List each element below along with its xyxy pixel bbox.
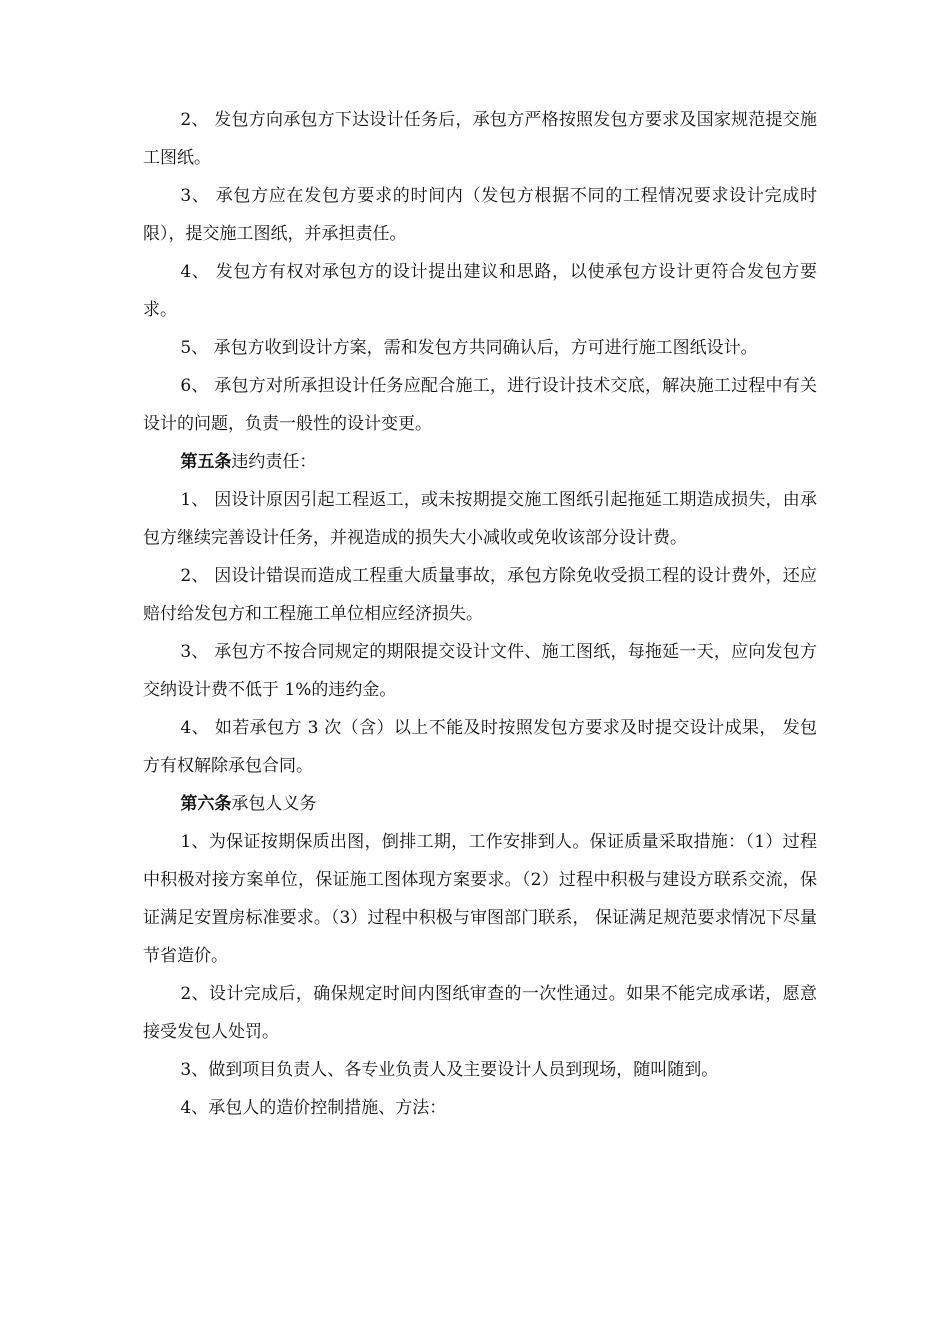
article-6-heading [143,785,817,823]
article-5-heading [143,443,817,481]
liability-item-4: 4、 如若承包方 3 次（含）以上不能及时按照发包方要求及时提交设计成果， 发包方有权解除承包合同。 [143,718,817,776]
liability-item-3: 3、 承包方不按合同规定的期限提交设计文件、施工图纸，每拖延一天，应向发包方交纳设计费不低于 1%的违约金。 [143,642,817,700]
article-5-title: 违约责任： [231,452,317,472]
liability-item-1: 1、 因设计原因引起工程返工，或未按期提交施工图纸引起拖延工期造成损失，由承包方继续完善设计任务，并视造成的损失大小减收或免收该部分设计费。 [143,490,817,548]
clause-5-paragraph: 5、 承包方收到设计方案，需和发包方共同确认后，方可进行施工图纸设计。 [180,338,758,358]
article-5-number: 第五条 [180,452,232,472]
clause-3-paragraph: 3、 承包方应在发包方要求的时间内（发包方根据不同的工程情况要求设计完成时限），提交施工图纸，并承担责任。 [143,186,817,244]
obligation-item-2: 2、设计完成后，确保规定时间内图纸审查的一次性通过。如果不能完成承诺，愿意接受发包人处罚。 [143,984,817,1042]
article-6-title: 承包人义务 [231,794,317,814]
document-page [143,101,817,1127]
liability-item-2: 2、 因设计错误而造成工程重大质量事故，承包方除免收受损工程的设计费外，还应赔付给发包方和工程施工单位相应经济损失。 [143,566,817,624]
obligation-item-3: 3、做到项目负责人、各专业负责人及主要设计人员到现场，随叫随到。 [180,1060,719,1080]
clause-4-paragraph: 4、 发包方有权对承包方的设计提出建议和思路，以使承包方设计更符合发包方要求。 [143,262,817,320]
obligation-item-4: 4、承包人的造价控制措施、方法： [180,1098,447,1118]
obligation-item-1: 1、为保证按期保质出图，倒排工期，工作安排到人。保证质量采取措施：（1）过程中积极对接方案单位，保证施工图体现方案要求。（2）过程中积极与建设方联系交流，保证满足安置房标准要求。（3）过程中积极与审图部门联系， 保证满足规范要求情况下尽量节省造价。 [143,832,817,966]
clause-6-paragraph: 6、 承包方对所承担设计任务应配合施工，进行设计技术交底，解决施工过程中有关设计的问题，负责一般性的设计变更。 [143,376,817,434]
article-6-number: 第六条 [180,794,232,814]
clause-2-paragraph: 2、 发包方向承包方下达设计任务后，承包方严格按照发包方要求及国家规范提交施工图纸。 [143,110,817,168]
